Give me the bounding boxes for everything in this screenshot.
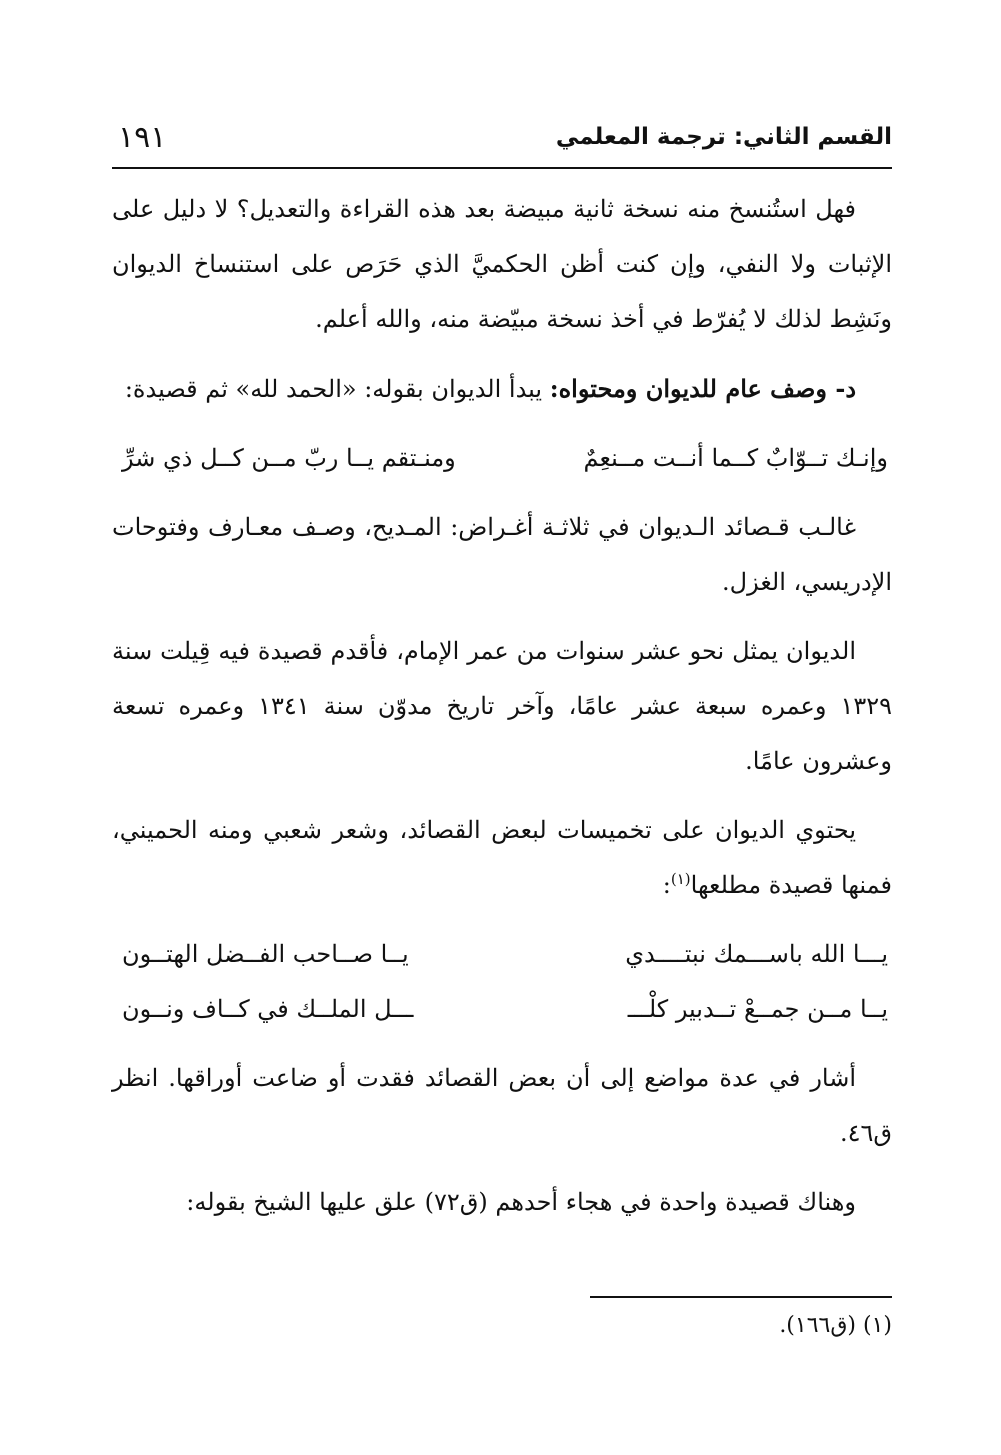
- footnote-ref: (١): [670, 870, 691, 888]
- paragraph: وهناك قصيدة واحدة في هجاء أحدهم (ق٧٢) علق عليها الشيخ بقوله:: [186, 1188, 856, 1216]
- section-heading: د- وصف عام للديوان ومحتواه:: [549, 374, 856, 403]
- paragraph-text: يحتوي الديوان على تخميسات لبعض القصائد، وشعر شعبي ومنه الحميني، فمنها قصيدة مطلعها: [112, 816, 892, 899]
- running-header: [112, 118, 892, 162]
- paragraph-end: :: [662, 871, 671, 899]
- body-text: [112, 182, 892, 1230]
- verse-second-hemistich: ومنـتقم يــا ربّ مــن كــل ذي شرِّ: [122, 444, 456, 472]
- header-rule: [112, 167, 892, 169]
- footnote: (١) (ق١٦٦).: [779, 1313, 892, 1338]
- verse-line: [112, 982, 892, 1037]
- paragraph: [112, 361, 892, 417]
- paragraph: فهل استُنسخ منه نسخة ثانية مبيضة بعد هذه القراءة والتعديل؟ لا دليل على الإثبات ولا النفي، وإن كنت أظن الحكميَّ الذي حَرَص على استنساخ الديوان ونَشِط لذلك لا يُفرّط في أخذ نسخة مبيّضة منه، والله أعلم.: [112, 195, 892, 333]
- header-title: القسم الثاني: ترجمة المعلمي: [555, 124, 892, 150]
- verse-line: [112, 431, 892, 486]
- verse-first-hemistich: يــا مــن جمــعْ تــدبير كلْـــ: [627, 995, 888, 1023]
- verse-line: [112, 927, 892, 982]
- paragraph: الديوان يمثل نحو عشر سنوات من عمر الإمام، فأقدم قصيدة فيه قِيلت سنة ١٣٢٩ وعمره سبعة عشر عامًا، وآخر تاريخ مدوّن سنة ١٣٤١ وعمره تسعة وعشرون عامًا.: [112, 637, 892, 775]
- verse-second-hemistich: يــا صــاحب الفــضل الهتــون: [122, 940, 409, 968]
- verse-first-hemistich: يـــا الله باســـمك نبتــــدي: [625, 940, 888, 968]
- verse-first-hemistich: وإنـك تــوّابٌ كــما أنــت مــنعِمٌ: [583, 444, 888, 472]
- paragraph: [112, 803, 892, 913]
- page-number: ١٩١: [118, 120, 167, 155]
- footnote-rule: [590, 1296, 892, 1298]
- paragraph: أشار في عدة مواضع إلى أن بعض القصائد فقدت أو ضاعت أوراقها. انظر ق٤٦.: [112, 1064, 892, 1147]
- paragraph-text: يبدأ الديوان بقوله: «الحمد لله» ثم قصيدة:: [124, 375, 550, 403]
- paragraph: غالـب قـصائد الـديوان في ثلاثـة أغـراض: المـديح، وصـف معـارف وفتوحات الإدريسي، الغزل.: [112, 513, 892, 596]
- verse-second-hemistich: ـــل الملــك في كــاف ونــون: [122, 995, 414, 1023]
